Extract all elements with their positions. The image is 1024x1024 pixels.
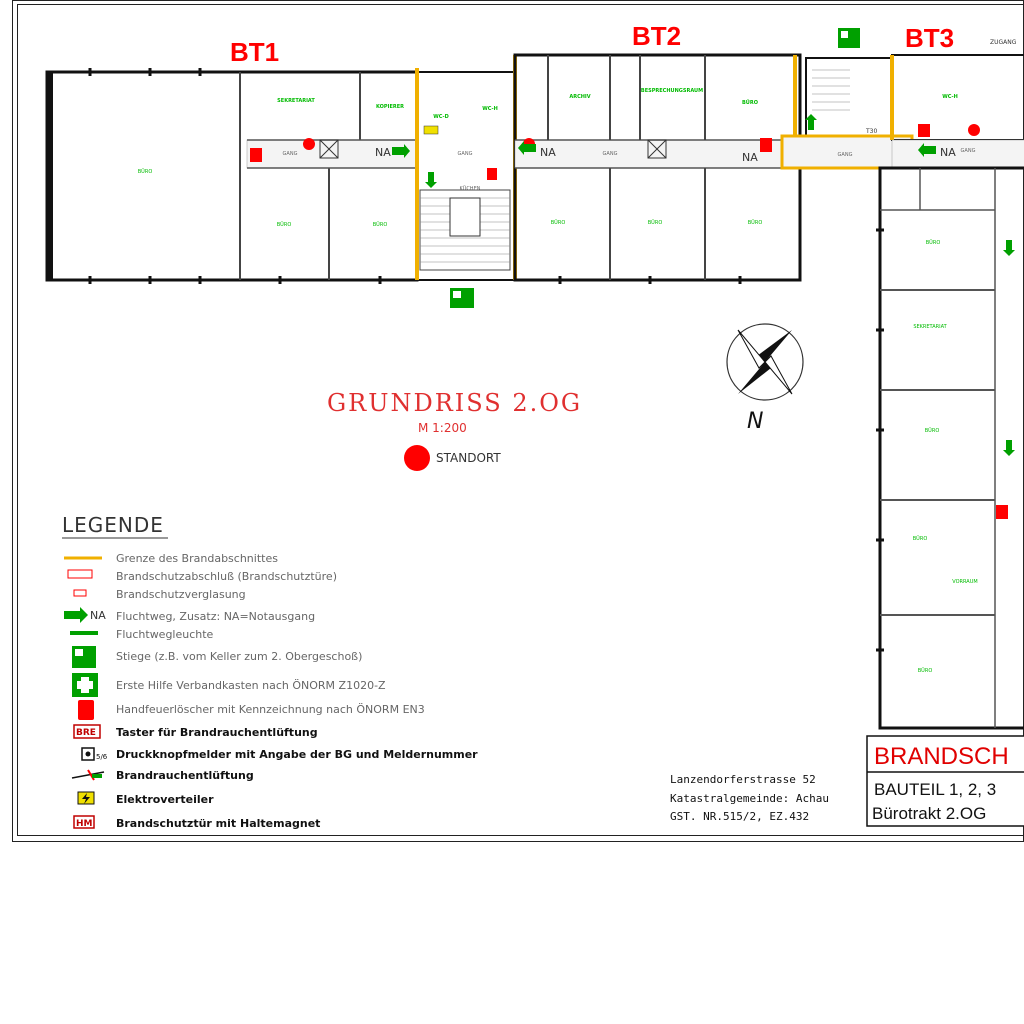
titleblock-trakt: Bürotrakt 2.OG	[872, 804, 987, 823]
plan-title: GRUNDRISS 2.OG	[327, 389, 583, 417]
room-label-buero-large: BÜRO	[137, 169, 153, 175]
section-label-bt3: BT3	[905, 23, 955, 53]
exit-label-bt2-east: NA	[742, 151, 758, 164]
legend-sym-bre-text: BRE	[76, 728, 96, 738]
fire-extinguisher-icon	[918, 124, 930, 137]
standort-label: STANDORT	[436, 451, 501, 465]
legend-item-8: Taster für Brandrauchentlüftung	[116, 726, 318, 739]
legend-item-11: Elektroverteiler	[116, 793, 214, 806]
legend-item-7: Handfeuerlöscher mit Kennzeichnung nach ÖNORM EN3	[116, 703, 425, 716]
titleblock-title: BRANDSCH	[874, 743, 1009, 770]
room-label-besprechung: BESPRECHUNGSRAUM	[640, 88, 704, 94]
standort-marker-bt1	[303, 138, 315, 150]
legend-sym-fire-door	[68, 570, 92, 578]
titleblock-bauteil: BAUTEIL 1, 2, 3	[874, 780, 997, 799]
fire-extinguisher-icon	[996, 505, 1008, 519]
exit-label-bt1: NA	[375, 146, 391, 159]
room-label-buero-bt3-a: BÜRO	[925, 240, 941, 246]
room-label-buero-bt3-c: BÜRO	[912, 536, 928, 542]
exit-arrow-icon	[1003, 240, 1015, 256]
corridor-label-bt2: GANG	[602, 151, 618, 157]
legend-sym-glazing	[74, 590, 86, 596]
room-label-buero-bt1-b: BÜRO	[372, 222, 388, 228]
room-label-kopierer: KOPIERER	[376, 104, 404, 110]
building-bt1	[47, 68, 417, 284]
exit-label-bt2: NA	[540, 146, 556, 159]
legend-item-10: Brandrauchentlüftung	[116, 769, 254, 782]
address-gemeinde: Katastralgemeinde: Achau	[670, 792, 829, 805]
compass-rose-icon	[727, 324, 803, 400]
fire-extinguisher-icon	[760, 138, 772, 152]
room-label-wc-bt3: WC-H	[942, 94, 958, 100]
legend-sym-extinguisher-icon	[78, 700, 94, 720]
legend-item-12: Brandschutztür mit Haltemagnet	[116, 817, 321, 830]
legend-item-1: Brandschutzabschluß (Brandschutztüre)	[116, 570, 337, 583]
room-label-buero-bt1-a: BÜRO	[276, 222, 292, 228]
building-bt3	[876, 39, 1024, 728]
room-label-buero-bt3-b: BÜRO	[924, 428, 940, 434]
room-label-buero-bt3-d: BÜRO	[917, 668, 933, 674]
legend-item-3: Fluchtweg, Zusatz: NA=Notausgang	[116, 610, 316, 623]
legend-item-0: Grenze des Brandabschnittes	[116, 552, 278, 565]
fire-extinguisher-icon	[250, 148, 262, 162]
corridor-label-bt3: GANG	[960, 148, 976, 154]
room-label-buero-bt2-a: BÜRO	[550, 220, 566, 226]
room-label-wc-h: WC-H	[482, 106, 498, 112]
room-label-buero-bt2-b: BÜRO	[647, 220, 663, 226]
standort-legend-marker	[404, 445, 430, 471]
legend-item-9: Druckknopfmelder mit Angabe der BG und Meldernummer	[116, 748, 478, 761]
exit-arrow-icon	[1003, 440, 1015, 456]
standort-marker-bt3	[968, 124, 980, 136]
door-label-t30: T30	[866, 128, 878, 135]
corridor-label-link: GANG	[837, 152, 853, 158]
legend-sym-melder: 5/6	[96, 753, 108, 761]
room-label-buero-bt2-c: BÜRO	[747, 220, 763, 226]
section-label-bt1: BT1	[230, 37, 280, 67]
room-label-archiv: ARCHIV	[569, 94, 591, 100]
room-label-sekretariat-bt1: SEKRETARIAT	[277, 98, 315, 104]
exit-label-bt3: NA	[940, 146, 956, 159]
corridor-label-bt1: GANG	[282, 151, 298, 157]
room-label-vorraum: VORRAUM	[952, 579, 978, 585]
fire-extinguisher-icon	[487, 168, 497, 180]
title-block	[867, 736, 1024, 826]
zugang-label: ZUGANG	[990, 39, 1017, 46]
legend-sym-na: NA	[90, 609, 106, 622]
legend-sym-hm-text: HM	[76, 819, 93, 829]
room-label-kuechen: KÜCHEN	[459, 186, 481, 192]
address-gst: GST. NR.515/2, EZ.432	[670, 810, 810, 823]
room-label-buero-bt2-top: BÜRO	[742, 100, 758, 106]
legend-title: LEGENDE	[62, 513, 164, 537]
plan-scale: M 1:200	[418, 421, 467, 435]
legend-sym-escape-arrow	[64, 607, 88, 623]
stair-core-bt1-bt2	[417, 55, 515, 308]
legend-item-6: Erste Hilfe Verbandkasten nach ÖNORM Z1020-Z	[116, 679, 386, 692]
exit-arrow-icon	[425, 172, 437, 188]
room-label-sekretariat-bt3: SEKRETARIAT	[913, 324, 947, 330]
section-label-bt2: BT2	[632, 21, 682, 51]
building-bt2	[515, 55, 800, 284]
electrical-panel-icon	[424, 126, 438, 134]
legend-item-5: Stiege (z.B. vom Keller zum 2. Obergeschoß)	[116, 650, 363, 663]
address-street: Lanzendorferstrasse 52	[670, 773, 816, 786]
north-label: N	[747, 409, 764, 434]
legend-item-4: Fluchtwegleuchte	[116, 628, 214, 641]
legend-sym-escape-light	[70, 631, 98, 635]
corridor-label-core: GANG	[457, 151, 473, 157]
legend-item-2: Brandschutzverglasung	[116, 588, 246, 601]
room-label-wc-d: WC-D	[433, 114, 449, 120]
